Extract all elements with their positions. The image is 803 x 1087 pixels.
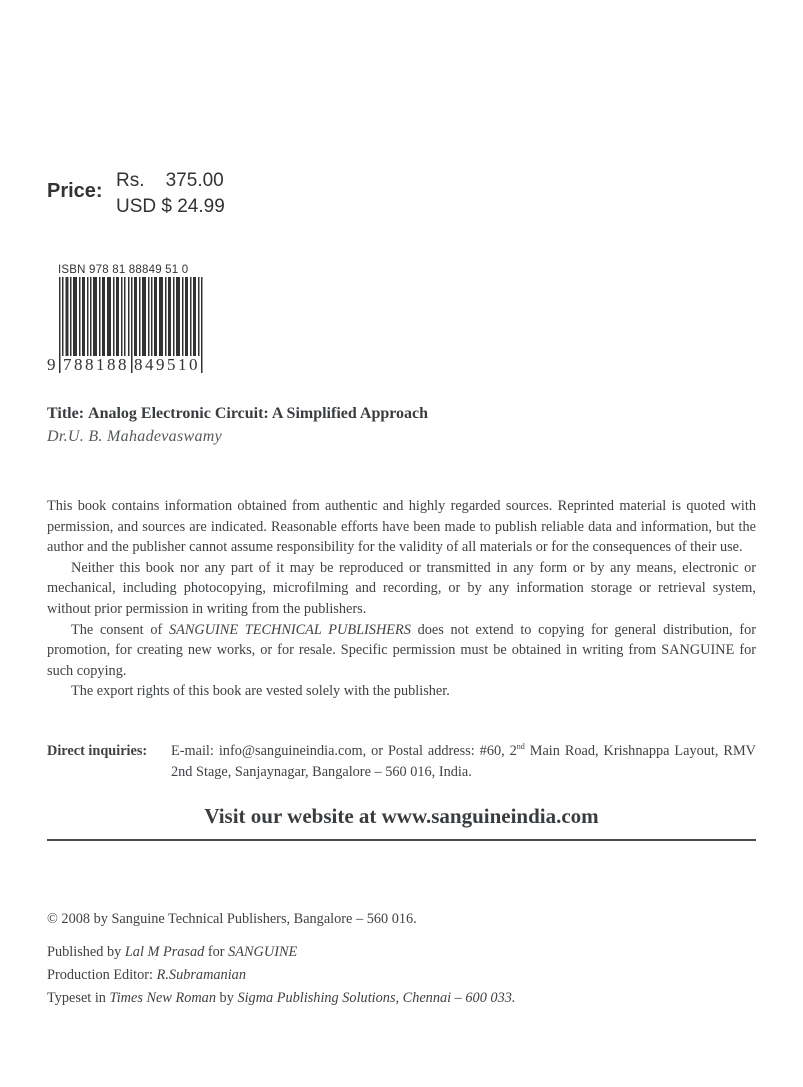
inquiries-contact: E-mail: info@sanguineindia.com, or Postal address: #60, 2 bbox=[171, 743, 517, 759]
copyright-notice bbox=[47, 496, 756, 702]
barcode-digits-right: 849510 bbox=[134, 355, 200, 374]
published-prefix: Published by bbox=[47, 944, 125, 960]
production-editor-line bbox=[47, 967, 246, 984]
divider-rule bbox=[47, 839, 756, 841]
price-usd: USD $ 24.99 bbox=[116, 196, 225, 217]
ordinal-superscript: nd bbox=[516, 742, 525, 751]
notice-paragraph-1: This book contains information obtained from authentic and highly regarded sources. Reprinted material is quoted with permission, and sources are indicated. Reasonable efforts have been made to publish reliable data and information, but the author and the publisher cannot assume responsibility for the validity of all materials or for the consequences of their use. bbox=[47, 498, 756, 556]
published-by-line bbox=[47, 944, 297, 961]
published-mid: for bbox=[204, 944, 229, 960]
book-author: Dr.U. B. Mahadevaswamy bbox=[47, 428, 223, 445]
title-label: Title: bbox=[47, 405, 85, 422]
editor-label: Production Editor: bbox=[47, 967, 157, 983]
price-values bbox=[116, 168, 225, 220]
notice-paragraph-4: The export rights of this book are vested solely with the publisher. bbox=[71, 683, 450, 700]
isbn-barcode bbox=[47, 264, 212, 376]
para3-prefix: The consent of bbox=[71, 621, 169, 638]
para3-suffix: does not extend to copying for general distribution, for promotion, for creating new works, or for resale. Specific permission must be obtained in writing from SANGUINE for such copying. bbox=[47, 621, 756, 679]
typeset-prefix: Typeset in bbox=[47, 990, 110, 1006]
editor-name: R.Subramanian bbox=[156, 967, 246, 983]
notice-paragraph-2: Neither this book nor any part of it may be reproduced or transmitted in any form or by any means, electronic or mechanical, including photocopying, microfilming and recording, or by any information storage or retrieval system, without prior permission in writing from the publishers. bbox=[47, 559, 756, 617]
price-label: Price: bbox=[47, 180, 103, 202]
copyright-line: © 2008 by Sanguine Technical Publishers, Bangalore – 560 016. bbox=[47, 911, 417, 927]
book-title-line bbox=[47, 405, 428, 423]
typeset-company: Sigma Publishing Solutions, Chennai – 600 033. bbox=[237, 990, 516, 1006]
notice-paragraph-3 bbox=[47, 620, 756, 682]
book-title: Analog Electronic Circuit: A Simplified Approach bbox=[88, 405, 429, 422]
direct-inquiries bbox=[47, 741, 756, 782]
typeset-mid: by bbox=[215, 990, 238, 1006]
inquiries-label: Direct inquiries: bbox=[47, 743, 148, 759]
barcode-digit-first: 9 bbox=[47, 355, 58, 374]
isbn-text: ISBN 978 81 88849 51 0 bbox=[58, 264, 189, 276]
website-line: Visit our website at www.sanguineindia.com bbox=[204, 804, 599, 828]
publisher-name: SANGUINE TECHNICAL PUBLISHERS bbox=[168, 621, 411, 638]
price-inr: Rs. 375.00 bbox=[116, 170, 224, 191]
publisher-person: Lal M Prasad bbox=[124, 944, 205, 960]
typeset-line bbox=[47, 990, 515, 1007]
typeset-font: Times New Roman bbox=[109, 990, 216, 1006]
inquiries-address: Main Road, Krishnappa Layout, RMV 2nd Stage, Sanjaynagar, Bangalore – 560 016, India. bbox=[171, 743, 756, 780]
barcode-digits-left: 788188 bbox=[63, 355, 129, 374]
inquiries-text bbox=[171, 741, 756, 782]
publisher-org: SANGUINE bbox=[228, 944, 298, 960]
